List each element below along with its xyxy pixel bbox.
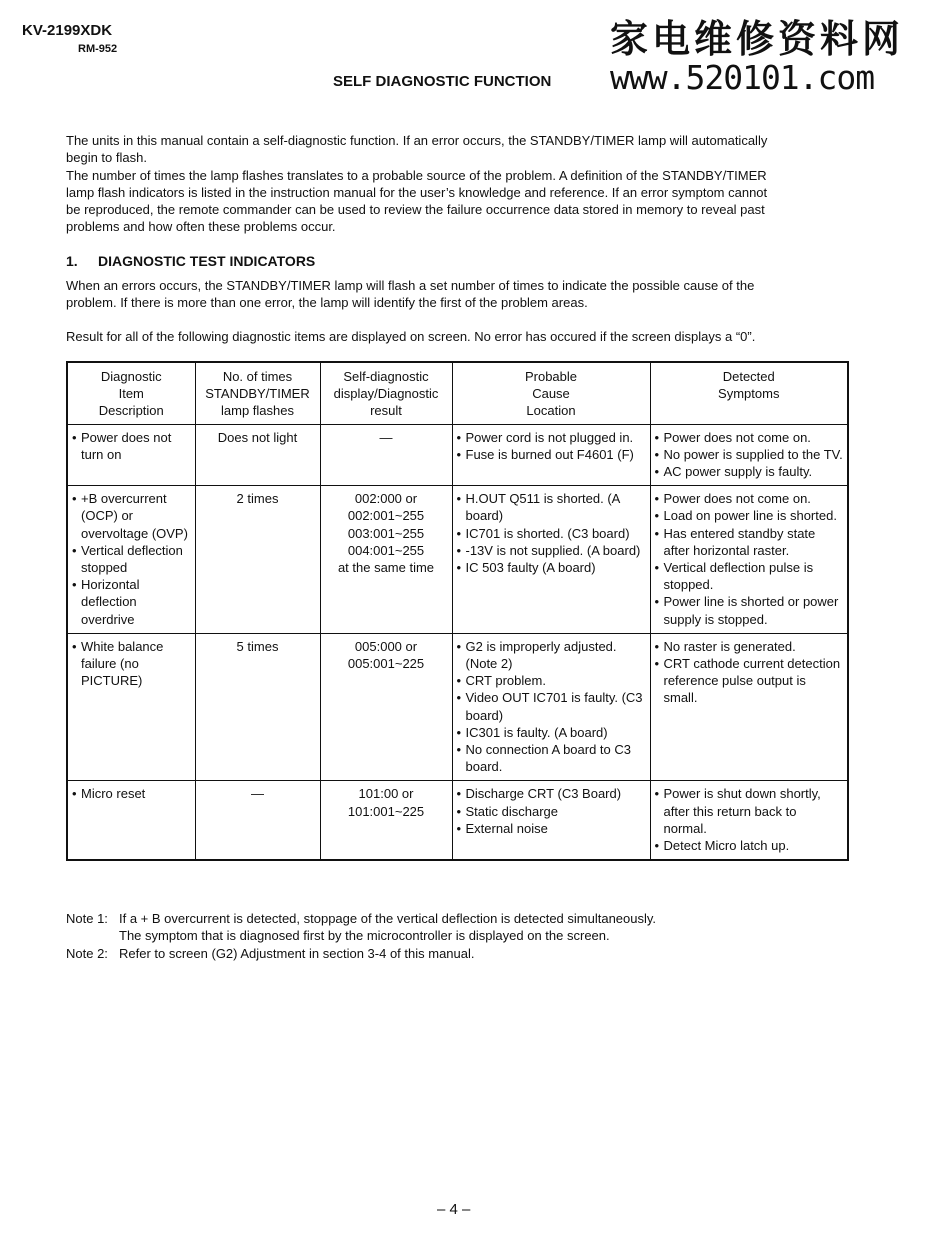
item-description-list: [72, 785, 191, 802]
text-line: The number of times the lamp flashes translates to a probable source of the problem. A definition of the STANDBY/TIMER: [66, 167, 767, 183]
probable-cause-list: [457, 490, 646, 576]
column-header: [320, 362, 452, 424]
column-header: [195, 362, 320, 424]
display-code: 003:001~255: [347, 525, 425, 541]
bullet-item: • Power cord is not plugged in.: [457, 429, 646, 446]
header-line: Cause: [532, 386, 570, 402]
text-line: problem. If there is more than one error, the lamp will identify the first of the problem areas.: [66, 295, 588, 311]
bullet-item: • Power does not come on.: [655, 429, 844, 446]
probable-cause-list: [457, 638, 646, 776]
header-line: Location: [526, 403, 576, 419]
text-line: begin to flash.: [66, 150, 147, 166]
bullet-item: • Detect Micro latch up.: [655, 837, 844, 854]
display-code: 101:00 or: [358, 786, 414, 802]
note-body: [119, 910, 656, 945]
table-row: [67, 486, 848, 634]
page-title: SELF DIAGNOSTIC FUNCTION: [333, 73, 552, 90]
diagnostic-display: [320, 486, 452, 634]
flash-count: 2 times: [236, 491, 279, 507]
bullet-item: • No power is supplied to the TV.: [655, 446, 844, 463]
model-number: KV-2199XDK: [22, 22, 113, 39]
detected-symptoms: [650, 781, 848, 860]
bullet-item: • Power is shut down shortly, after this return back to normal.: [655, 785, 844, 837]
header-line: Detected: [722, 369, 775, 384]
item-description-list: [72, 429, 191, 463]
flash-count: 5 times: [236, 638, 279, 654]
item-description: [67, 781, 195, 860]
bullet-item: • No connection A board to C3 board.: [457, 741, 646, 775]
header-line: Self-diagnostic: [343, 369, 429, 384]
notes: [66, 910, 656, 962]
lamp-flashes: [195, 424, 320, 486]
bullet-item: • Micro reset: [72, 785, 191, 802]
section-title: DIAGNOSTIC TEST INDICATORS: [98, 253, 316, 269]
bullet-item: • Video OUT IC701 is faulty. (C3 board): [457, 689, 646, 723]
header-line: lamp flashes: [221, 403, 294, 419]
column-header: [67, 362, 195, 424]
diagnostic-table: [66, 361, 849, 861]
bullet-item: • White balance failure (no PICTURE): [72, 638, 191, 690]
lamp-flashes: [195, 633, 320, 781]
item-description: [67, 424, 195, 486]
bullet-item: • G2 is improperly adjusted. (Note 2): [457, 638, 646, 672]
item-description-list: [72, 490, 191, 628]
table-row: [67, 633, 848, 781]
bullet-item: • Discharge CRT (C3 Board): [457, 785, 646, 802]
table-row: [67, 424, 848, 486]
note-label: Note 2:: [66, 945, 108, 961]
header-line: Diagnostic: [100, 369, 162, 384]
detected-symptoms: [650, 424, 848, 486]
bullet-item: • -13V is not supplied. (A board): [457, 542, 646, 559]
note-2: [66, 945, 656, 962]
bullet-item: • AC power supply is faulty.: [655, 463, 844, 480]
header-line: Item: [118, 386, 144, 402]
header-line: Description: [98, 403, 164, 419]
probable-cause: [452, 781, 650, 860]
note-line: The symptom that is diagnosed first by the microcontroller is displayed on the screen.: [119, 928, 610, 944]
bullet-item: • Static discharge: [457, 803, 646, 820]
diagnostic-display: [320, 424, 452, 486]
probable-cause: [452, 486, 650, 634]
probable-cause: [452, 633, 650, 781]
display-code: 002:001~255: [347, 508, 425, 524]
display-code: 101:001~225: [347, 803, 425, 819]
section-number: 1.: [66, 253, 78, 269]
diagnostic-display: [320, 781, 452, 860]
display-code: 005:001~225: [347, 656, 425, 672]
header-line: display/Diagnostic: [333, 386, 439, 402]
detected-symptoms: [650, 486, 848, 634]
detected-symptoms-list: [655, 490, 844, 628]
display-code: 002:000 or: [354, 491, 418, 507]
item-description: [67, 633, 195, 781]
note-line: If a + B overcurrent is detected, stoppage of the vertical deflection is detected simultaneously.: [119, 911, 657, 926]
bullet-item: • H.OUT Q511 is shorted. (A board): [457, 490, 646, 524]
display-code: 004:001~255: [347, 542, 425, 558]
text-line: lamp flash indicators is listed in the instruction manual for the user’s knowledge and reference. If an error symptom cannot: [66, 184, 768, 200]
text-line: The units in this manual contain a self-diagnostic function. If an error occurs, the STANDBY/TIMER lamp will automatically: [66, 133, 768, 148]
bullet-item: • Horizontal deflection overdrive: [72, 576, 191, 628]
bullet-item: • Load on power line is shorted.: [655, 507, 844, 524]
detected-symptoms-list: [655, 785, 844, 854]
text-line: When an errors occurs, the STANDBY/TIMER lamp will flash a set number of times to indicate the possible cause of the: [66, 278, 755, 293]
display-code: at the same time: [337, 560, 435, 576]
bullet-item: • CRT problem.: [457, 672, 646, 689]
bullet-item: • IC301 is faulty. (A board): [457, 724, 646, 741]
section-body: [66, 277, 754, 312]
result-paragraph: [66, 328, 755, 345]
bullet-item: • External noise: [457, 820, 646, 837]
detected-symptoms-list: [655, 638, 844, 707]
watermark-url: www.520101.com: [610, 58, 875, 97]
bullet-item: • Power line is shorted or power supply is stopped.: [655, 593, 844, 627]
detected-symptoms: [650, 633, 848, 781]
item-description-list: [72, 638, 191, 690]
bullet-item: • IC701 is shorted. (C3 board): [457, 525, 646, 542]
note-1: [66, 910, 656, 945]
header-line: STANDBY/TIMER: [205, 386, 310, 402]
table-header-row: [67, 362, 848, 424]
note-label: Note 1:: [66, 911, 108, 926]
probable-cause: [452, 424, 650, 486]
lamp-flashes: [195, 781, 320, 860]
header-line: No. of times: [222, 369, 293, 384]
note-body: [119, 945, 475, 962]
bullet-item: • CRT cathode current detection reference pulse output is small.: [655, 655, 844, 707]
bullet-item: • Vertical deflection stopped: [72, 542, 191, 576]
detected-symptoms-list: [655, 429, 844, 481]
bullet-item: • Power does not come on.: [655, 490, 844, 507]
probable-cause-list: [457, 429, 646, 463]
bullet-item: • Vertical deflection pulse is stopped.: [655, 559, 844, 593]
header-line: Probable: [524, 369, 578, 384]
result-text: Result for all of the following diagnostic items are displayed on screen. No error has occured if the screen displays a “0”.: [66, 329, 756, 344]
flash-count: —: [251, 786, 264, 802]
bullet-item: • +B overcurrent (OCP) or overvoltage (OVP): [72, 490, 191, 542]
probable-cause-list: [457, 785, 646, 837]
flash-count: Does not light: [217, 429, 298, 445]
section-heading: [66, 253, 315, 269]
header-line: result: [370, 403, 402, 419]
item-description: [67, 486, 195, 634]
bullet-item: • No raster is generated.: [655, 638, 844, 655]
watermark-chinese: 家电维修资料网: [610, 16, 905, 61]
display-code: 005:000 or: [354, 638, 418, 654]
note-line: Refer to screen (G2) Adjustment in section 3-4 of this manual.: [119, 945, 475, 961]
bullet-item: • IC 503 faulty (A board): [457, 559, 646, 576]
lamp-flashes: [195, 486, 320, 634]
bullet-item: • Has entered standby state after horizontal raster.: [655, 525, 844, 559]
page-number: – 4 –: [437, 1201, 471, 1218]
diagnostic-display: [320, 633, 452, 781]
column-header: [452, 362, 650, 424]
intro-paragraph: [66, 132, 767, 236]
table-row: [67, 781, 848, 860]
column-header: [650, 362, 848, 424]
display-code: —: [379, 429, 393, 445]
remote-model: RM-952: [78, 43, 118, 55]
text-line: be reproduced, the remote commander can be used to review the failure occurrence data stored in memory to reveal past: [66, 202, 765, 218]
text-line: problems and how often these problems occur.: [66, 219, 336, 235]
header-line: Symptoms: [718, 386, 780, 402]
bullet-item: • Power does not turn on: [72, 429, 191, 463]
bullet-item: • Fuse is burned out F4601 (F): [457, 446, 646, 463]
